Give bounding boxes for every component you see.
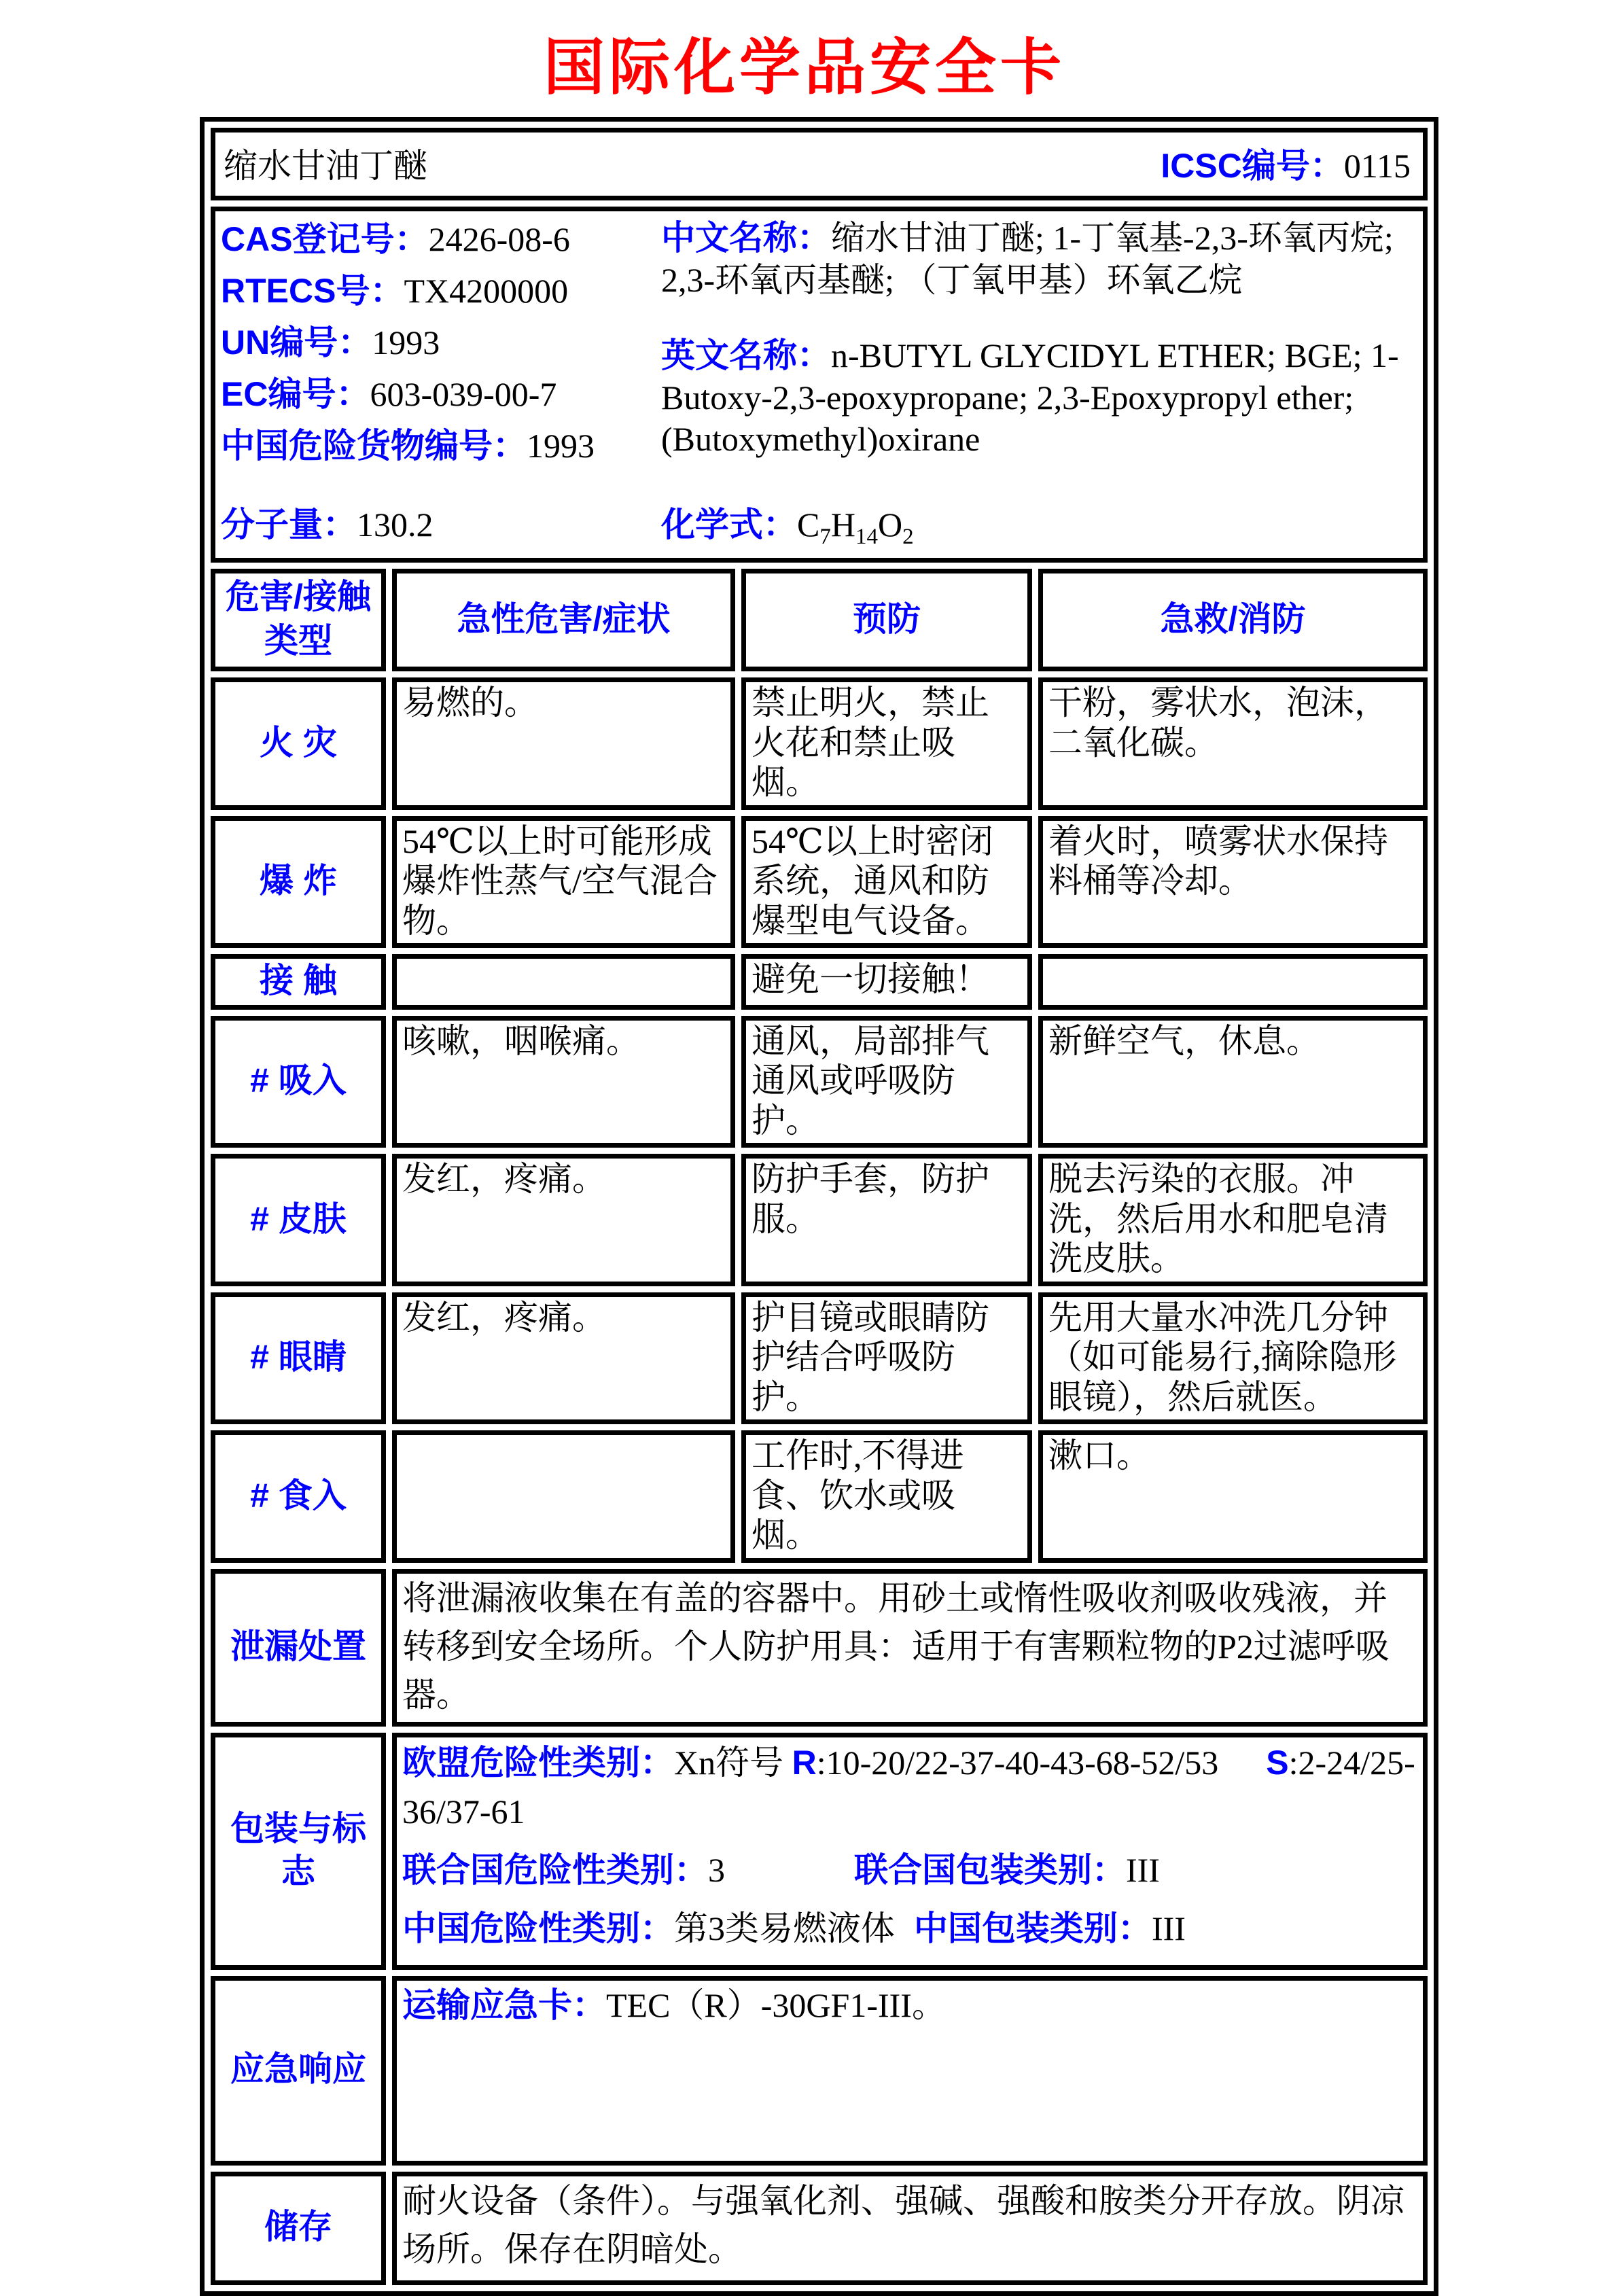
cas-number-line: [221, 217, 661, 261]
page-title: 国际化学品安全卡: [544, 35, 1065, 102]
hazard-row-inhalation: [211, 1016, 1428, 1148]
r-phrases-value: :10-20/22-37-40-43-68-52/53: [816, 1743, 1219, 1782]
row-label-contact: 接 触: [211, 954, 386, 1010]
chinese-name-label: 中文名称：: [661, 219, 831, 257]
row-label-eyes: # 眼睛: [211, 1292, 386, 1425]
chinese-name-value: 缩水甘油丁醚; 1-丁氧基-2,3-环氧丙烷; 2,3-环氧丙基醚; （丁氧甲基）环氧乙烷: [661, 219, 1394, 299]
safety-card-table: [200, 117, 1438, 2296]
ingestion-symptoms: [392, 1430, 735, 1563]
identifier-list: [221, 217, 661, 554]
eyes-aid: 先用大量水冲洗几分钟（如可能易行,摘除隐形眼镜），然后就医。: [1038, 1292, 1428, 1425]
contact-symptoms: [392, 954, 735, 1010]
inhalation-symptoms: 咳嗽，咽喉痛。: [392, 1016, 735, 1148]
cn-pack-group-label: 中国包装类别：: [914, 1909, 1152, 1947]
chinese-name-line: [661, 217, 1417, 301]
row-label-ingestion: # 食入: [211, 1430, 386, 1563]
section-row-emergency: [211, 1976, 1428, 2166]
un-class-line: [402, 1845, 1417, 1894]
ec-number-line: [221, 372, 661, 416]
section-label-packaging: 包装与标志: [211, 1733, 386, 1970]
spill-content: 将泄漏液收集在有盖的容器中。用砂土或惰性吸收剂吸收残液，并转移到安全场所。个人防护用具：适用于有害颗粒物的P2过滤呼吸器。: [392, 1569, 1428, 1727]
skin-aid: 脱去污染的衣服。冲洗，然后用水和肥皂清洗皮肤。: [1038, 1154, 1428, 1286]
eu-hazard-line: [402, 1738, 1417, 1836]
transport-card-label: 运输应急卡：: [402, 1985, 606, 2024]
skin-prevention: 防护手套，防护服。: [741, 1154, 1032, 1286]
row-label-skin: # 皮肤: [211, 1154, 386, 1286]
molecular-weight-label: 分子量：: [221, 506, 357, 544]
eyes-prevention: 护目镜或眼睛防护结合呼吸防护。: [741, 1292, 1032, 1425]
inhalation-aid: 新鲜空气，休息。: [1038, 1016, 1428, 1148]
english-name-line: [661, 335, 1417, 461]
section-label-emergency: 应急响应: [211, 1976, 386, 2166]
transport-card-value: TEC（R）-30GF1-III。: [606, 1985, 946, 2024]
icsc-number-group: [1161, 139, 1411, 188]
header-prevention: 预防: [741, 569, 1032, 671]
cn-hazard-class-label: 中国危险性类别：: [402, 1909, 674, 1947]
hazard-row-fire: [211, 677, 1428, 810]
row-label-fire: 火 灾: [211, 677, 386, 810]
ingestion-prevention: 工作时,不得进食、饮水或吸烟。: [741, 1430, 1032, 1563]
hazard-row-explosion: [211, 816, 1428, 949]
section-label-storage: 储存: [211, 2172, 386, 2285]
icsc-number: 0115: [1343, 147, 1411, 185]
s-phrases-label: S: [1266, 1743, 1289, 1782]
section-row-packaging: [211, 1733, 1428, 1970]
emergency-content: [392, 1976, 1428, 2166]
fire-aid: 干粉，雾状水，泡沫，二氧化碳。: [1038, 677, 1428, 810]
storage-content: 耐火设备（条件）。与强氧化剂、强碱、强酸和胺类分开存放。阴凉场所。保存在阴暗处。: [392, 2172, 1428, 2285]
eyes-symptoms: 发红，疼痛。: [392, 1292, 735, 1425]
r-phrases-label: R: [792, 1743, 817, 1782]
un-hazard-class-label: 联合国危险性类别：: [402, 1850, 708, 1889]
substance-name: 缩水甘油丁醚: [224, 147, 427, 185]
substance-header-row: [211, 128, 1428, 200]
inhalation-prevention: 通风，局部排气通风或呼吸防护。: [741, 1016, 1032, 1148]
contact-aid: [1038, 954, 1428, 1010]
hazard-row-eyes: [211, 1292, 1428, 1425]
english-name-value: n-BUTYL GLYCIDYL ETHER; BGE; 1-Butoxy-2,3-epoxypropane; 2,3-Epoxypropyl ether; (Butoxymethyl)oxirane: [661, 336, 1399, 458]
fire-symptoms: 易燃的。: [392, 677, 735, 810]
header-acute-symptoms: 急性危害/症状: [392, 569, 735, 671]
un-label: UN编号：: [221, 323, 372, 361]
fire-prevention: 禁止明火，禁止火花和禁止吸烟。: [741, 677, 1032, 810]
cn-hazard-class-value: 第3类易燃液体: [674, 1909, 895, 1947]
un-pack-group-value: III: [1126, 1850, 1160, 1889]
hazard-header-row: [211, 569, 1428, 671]
row-label-inhalation: # 吸入: [211, 1016, 386, 1148]
hazard-row-contact: [211, 954, 1428, 1010]
s-phrases-value: :2-24/25-36/37-61: [402, 1743, 1415, 1831]
packaging-content: [392, 1733, 1428, 1970]
substance-header-cell: [211, 128, 1428, 200]
rtecs-label: RTECS号：: [221, 272, 404, 310]
row-label-explosion: 爆 炸: [211, 816, 386, 949]
chemical-formula-value: $C_7H_{14}O_2$: [797, 506, 914, 549]
hazard-row-ingestion: [211, 1430, 1428, 1563]
chemical-formula-line: [661, 503, 1417, 549]
cas-label: CAS登记号：: [221, 220, 429, 258]
identity-row: [211, 207, 1428, 563]
molecular-weight-line: [221, 503, 661, 546]
eu-hazard-label: 欧盟危险性类别：: [402, 1743, 674, 1782]
un-number-line: [221, 321, 661, 364]
ingestion-aid: 漱口。: [1038, 1430, 1428, 1563]
eu-hazard-value: Xn符号: [674, 1743, 792, 1782]
cn-dangerous-goods-line: [221, 424, 661, 467]
un-hazard-class-value: 3: [708, 1850, 725, 1889]
contact-prevention: 避免一切接触！: [741, 954, 1032, 1010]
english-name-label: 英文名称：: [661, 336, 831, 374]
icsc-label: ICSC编号：: [1161, 147, 1344, 185]
un-value: 1993: [372, 323, 440, 361]
ec-label: EC编号：: [221, 375, 370, 413]
identity-cell: [211, 207, 1428, 563]
section-label-spill: 泄漏处置: [211, 1569, 386, 1727]
rtecs-number-line: [221, 269, 661, 313]
skin-symptoms: 发红，疼痛。: [392, 1154, 735, 1286]
ec-value: 603-039-00-7: [370, 375, 557, 413]
cn-class-line: [402, 1904, 1417, 1953]
header-hazard-type: 危害/接触类型: [211, 569, 386, 671]
cn-dg-value: 1993: [527, 427, 595, 465]
explosion-prevention: 54℃以上时密闭系统，通风和防爆型电气设备。: [741, 816, 1032, 949]
hazard-row-skin: [211, 1154, 1428, 1286]
cn-dg-label: 中国危险货物编号：: [221, 427, 527, 465]
names-block: [661, 217, 1417, 554]
header-first-aid-fire: 急救/消防: [1038, 569, 1428, 671]
section-row-spill: [211, 1569, 1428, 1727]
cas-value: 2426-08-6: [428, 220, 570, 258]
explosion-symptoms: 54℃以上时可能形成爆炸性蒸气/空气混合物。: [392, 816, 735, 949]
explosion-aid: 着火时，喷雾状水保持料桶等冷却。: [1038, 816, 1428, 949]
molecular-weight-value: 130.2: [357, 506, 434, 544]
un-pack-group-label: 联合国包装类别：: [854, 1850, 1126, 1889]
section-row-storage: [211, 2172, 1428, 2285]
chemical-formula-label: 化学式：: [661, 506, 797, 544]
rtecs-value: TX4200000: [404, 272, 569, 310]
cn-pack-group-value: III: [1152, 1909, 1186, 1947]
